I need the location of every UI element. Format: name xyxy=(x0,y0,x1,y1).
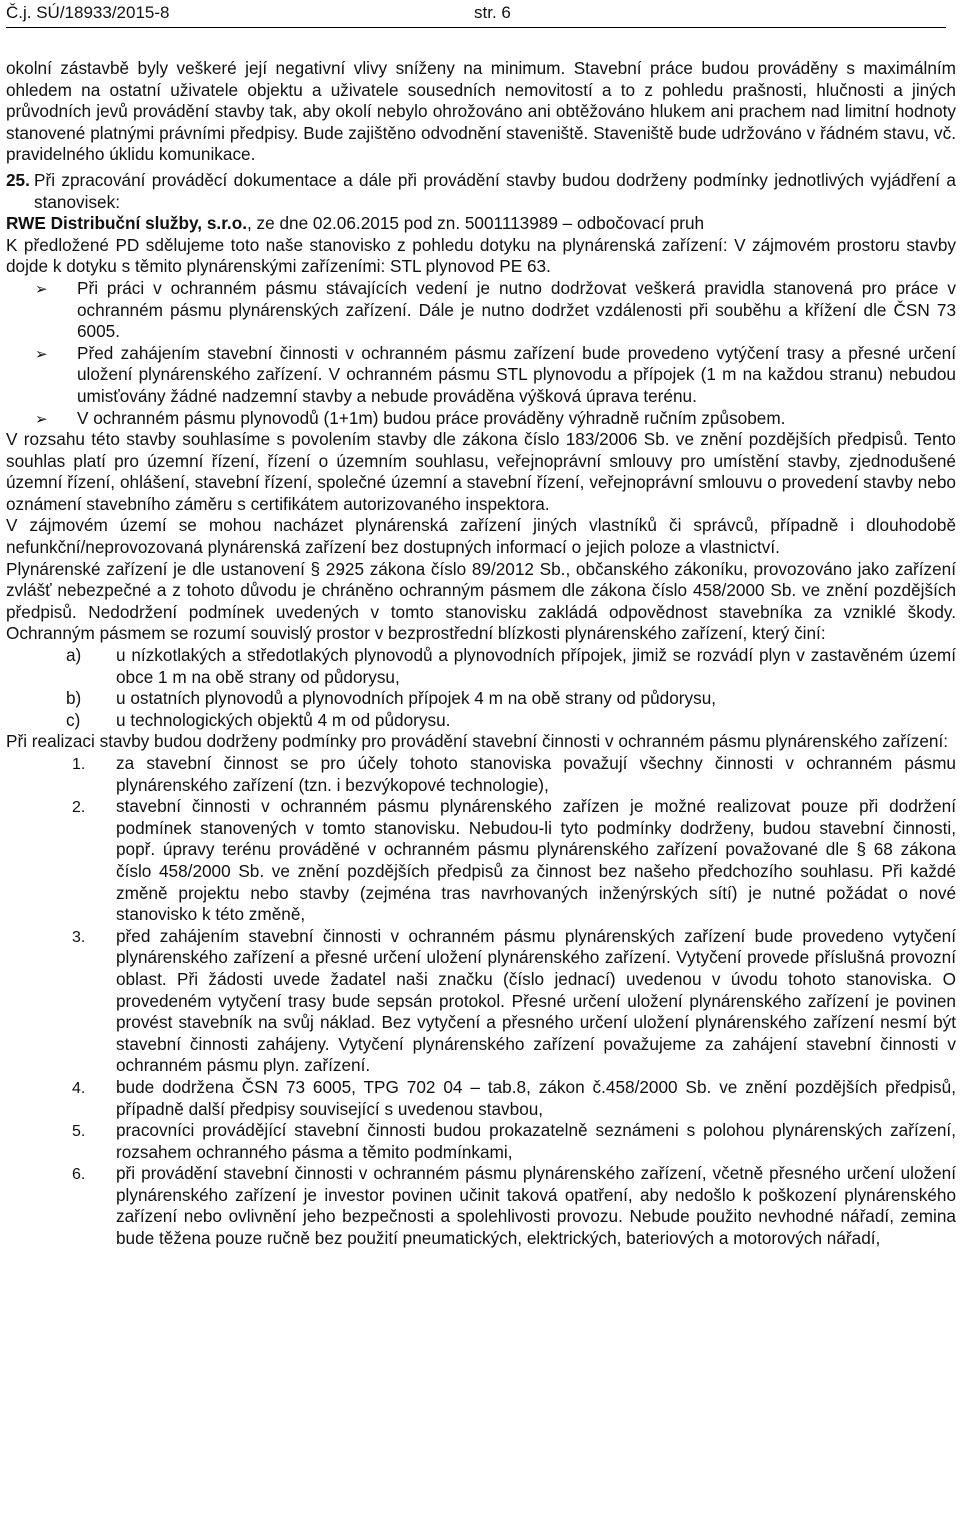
page-header xyxy=(6,0,946,30)
document-body xyxy=(6,58,956,1250)
list-item xyxy=(6,753,956,796)
item-text: před zahájením stavební činnosti v ochranném pásmu plynárenských zařízení bude provedeno vytyčení plynárenského zařízení a přesné určení uložení plynárenského zařízení. Vytyčení provede příslušná provozní oblast. Při žádosti uvede žadatel naši značku (číslo jednací) uvedenou v úvodu tohoto stanoviska. O provedeném vytyčení trasy bude sepsán protokol. Přesné určení uložení plynárenského zařízení je povinen provést stavebník na svůj náklad. Bez vytyčení a přesného určení uložení plynárenského zařízení nesmí být stavební činnosti zahájeny. Vytyčení plynárenského zařízení považujeme za zahájení stavební činnosti v ochranném pásmu plyn. zařízení. xyxy=(116,925,956,1076)
list-item xyxy=(6,1163,956,1249)
bullet-text: Při práci v ochranném pásmu stávajících vedení je nutno dodržovat veškerá pravidla stanovená pro práce v ochranném pásmu plynárenských zařízení. Dále je nutno dodržet vzdálenosti při souběhu a křížení dle ČSN 73 6005. xyxy=(77,277,956,342)
bullet-text: Před zahájením stavební činnosti v ochranném pásmu zařízení bude provedeno vytýčení trasy a přesné určení uložení plynárenského zařízení. V ochranném pásmu STL plynovodu a přípojek (1 m na každou stranu) nebudou umisťovány žádné nadzemní stavby a nebude prováděna výšková úprava terénu. xyxy=(77,342,956,406)
paragraph: V rozsahu této stavby souhlasíme s povolením stavby dle zákona číslo 183/2006 Sb. ve znění pozdějších předpisů. Tento souhlas platí pro územní řízení, řízení o územním souhlasu, veřejnoprávní smlouvy pro umístění stavby, zjednodušené územní řízení, ohlášení, stavební řízení, společné územní a stavební řízení, veřejnoprávní smlouvu o provedení stavby nebo oznámení stavebního záměru s certifikátem autorizovaného inspektora. xyxy=(6,429,956,514)
list-item xyxy=(6,688,956,710)
condition-text: Při zpracování prováděcí dokumentace a dále při provádění stavby budou dodrženy podmínky jednotlivých vyjádření a stanovisek: xyxy=(34,169,956,212)
intro-paragraph: okolní zástavbě byly veškeré její negativní vlivy sníženy na minimum. Stavební práce budou prováděny s maximálním ohledem na ostatní uživatele objektu a uživatele sousedních nemovitostí a to z pohledu prašnosti, hlučnosti a jiných průvodních jevů provádění stavby tak, aby okolí nebylo ohrožováno ani obtěžováno hlukem ani prachem nad limitní hodnoty stanovené platnými právními předpisy. Bude zajištěno odvodnění staveniště. Staveniště bude udržováno v řádném stavu, vč. pravidelného úklidu komunikace. xyxy=(6,58,956,165)
item-label: a) xyxy=(66,645,82,666)
list-item xyxy=(6,710,956,732)
list-item xyxy=(6,343,956,408)
list-item xyxy=(6,645,956,688)
document-reference: Č.j. SÚ/18933/2015-8 xyxy=(6,3,170,22)
item-label: c) xyxy=(66,709,81,730)
arrow-bullet-icon: ➢ xyxy=(35,345,48,363)
conditions-list xyxy=(6,753,956,1250)
item-text: pracovníci provádějící stavební činnosti budou prokazatelně seznámeni s polohou plynárenských zařízení, rozsahem ochranného pásma a těmito podmínkami, xyxy=(116,1120,956,1162)
condition-25 xyxy=(6,170,956,213)
arrow-bullet-icon: ➢ xyxy=(35,280,48,298)
rwe-org: RWE Distribuční služby, s.r.o. xyxy=(6,213,247,234)
item-number: 1. xyxy=(72,756,86,773)
list-item xyxy=(6,796,956,926)
item-label: b) xyxy=(66,688,82,709)
rwe-heading xyxy=(6,213,956,235)
item-text: za stavební činnost se pro účely tohoto stanoviska považují všechny činnosti v ochranném pásmu plynárenského zařízení (tzn. i bezvýkopové technologie), xyxy=(116,753,956,795)
paragraph: Plynárenské zařízení je dle ustanovení § 2925 zákona číslo 89/2012 Sb., občanského zákoníku, provozováno jako zařízení zvlášť nebezpečné a z tohoto důvodu je chráněno ochranným pásmem dle zákona číslo 458/2000 Sb. ve znění pozdějších předpisů. Nedodržení podmínek uvedených v tomto stanovisku zakládá odpovědnost stavebníka za vzniklé škody. Ochranným pásmem se rozumí souvislý prostor v bezprostřední blízkosti plynárenského zařízení, který činí: xyxy=(6,558,956,644)
list-item xyxy=(6,408,956,430)
bullet-text: V ochranném pásmu plynovodů (1+1m) budou práce prováděny výhradně ručním způsobem. xyxy=(77,407,786,428)
realization-paragraph: Při realizaci stavby budou dodrženy podmínky pro provádění stavební činnosti v ochranném pásmu plynárenského zařízení: xyxy=(6,731,949,752)
paragraph: V zájmovém území se mohou nacházet plynárenská zařízení jiných vlastníků či správců, případně i dlouhodobě nefunkční/neprovozovaná plynárenská zařízení bez dostupných informací o jejich poloze a vlastnictví. xyxy=(6,515,956,558)
header-rule xyxy=(6,27,946,28)
arrow-bullet-icon: ➢ xyxy=(35,410,48,428)
item-text: při provádění stavební činnosti v ochranném pásmu plynárenského zařízení, včetně přesného určení uložení plynárenského zařízení je investor povinen učinit taková opatření, aby nedošlo k poškození plynárenského zařízení nebo ovlivnění jeho bezpečnosti a spolehlivosti provozu. Nebude použito nevhodné nářadí, zemina bude těžena pouze ručně bez použití pneumatických, elektrických, bateriových a motorových nářadí, xyxy=(116,1163,956,1249)
list-item xyxy=(6,1077,956,1120)
bullet-list xyxy=(6,278,956,429)
item-number: 6. xyxy=(72,1166,86,1184)
item-text: u ostatních plynovodů a plynovodních přípojek 4 m na obě strany od půdorysu, xyxy=(116,688,717,709)
item-text: bude dodržena ČSN 73 6005, TPG 702 04 – tab.8, zákon č.458/2000 Sb. ve znění pozdějších předpisů, případně další předpisy související s uvedenou stavbou, xyxy=(116,1076,956,1119)
item-number: 3. xyxy=(72,928,86,946)
rwe-ref: , ze dne 02.06.2015 pod zn. 5001113989 – odbočovací pruh xyxy=(246,213,705,234)
item-number: 2. xyxy=(72,799,86,817)
list-item xyxy=(6,278,956,343)
item-text: u nízkotlakých a středotlakých plynovodů a plynovodních přípojek, jimiž se rozvádí plyn v zastavěném území obce 1 m na obě strany od půdorysu, xyxy=(116,645,956,687)
item-text: stavební činnosti v ochranném pásmu plynárenského zařízen je možné realizovat pouze při dodržení podmínek stanovených v tomto stanovisku. Nebudou-li tyto podmínky dodrženy, budou stavební činnosti, popř. úpravy terénu prováděné v ochranném pásmu plynárenského zařízení považované dle § 68 zákona číslo 458/2000 Sb. ve znění pozdějších předpisů za činnost bez našeho předchozího souhlasu. Při každé změně projektu nebo stavby (zejména tras navrhovaných inženýrských sítí) je nutné požádat o nové stanovisko k této změně, xyxy=(116,796,956,925)
rwe-statement: K předložené PD sdělujeme toto naše stanovisko z pohledu dotyku na plynárenská zařízení: V zájmovém prostoru stavby dojde k dotyku s těmito plynárenskými zařízeními: STL plynovod PE 63. xyxy=(6,234,956,277)
page-number: str. 6 xyxy=(474,3,511,22)
condition-number: 25. xyxy=(6,169,30,190)
list-item xyxy=(6,926,956,1077)
item-text: u technologických objektů 4 m od půdorysu. xyxy=(116,709,451,730)
list-item xyxy=(6,1120,956,1163)
protection-zone-list xyxy=(6,645,956,731)
item-number: 5. xyxy=(72,1123,86,1141)
item-number: 4. xyxy=(72,1079,86,1097)
